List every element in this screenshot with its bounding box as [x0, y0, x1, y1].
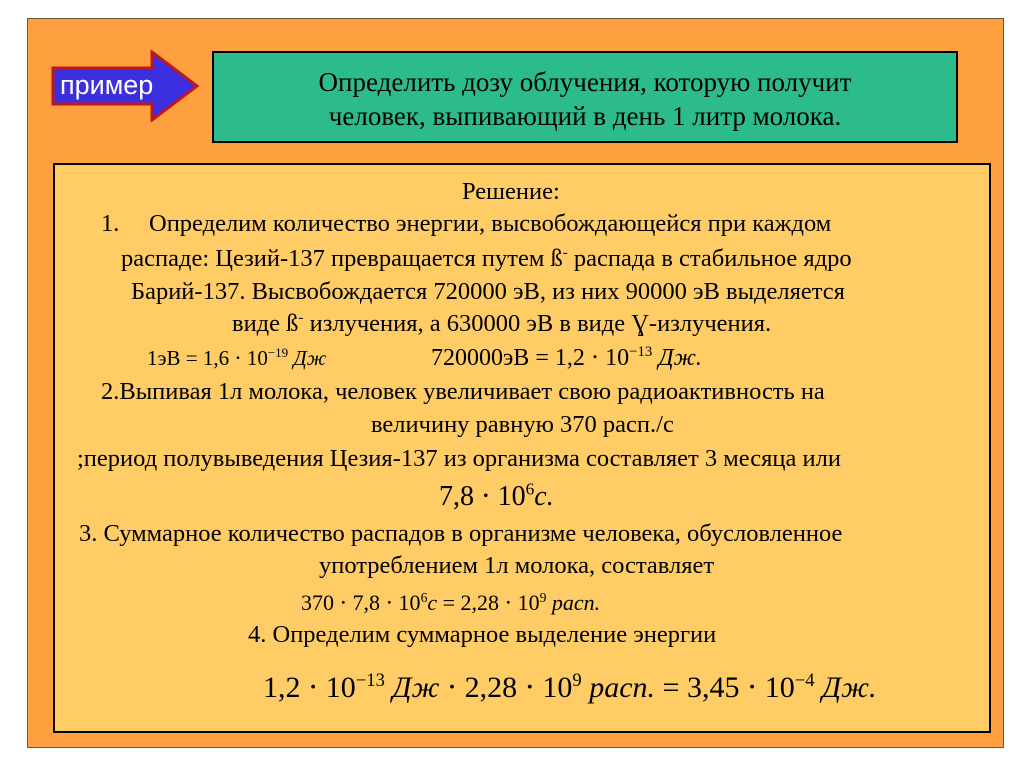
solution-panel	[53, 163, 991, 733]
step1-line-1: Определим количество энергии, высвобождающейся при каждом	[149, 210, 832, 237]
formula-energy-per-decay: $720000эВ = 1,2 \cdot 10^{-13}$ Дж.	[431, 344, 702, 371]
step2-line-3: ;период полувыведения Цезия-137 из организма составляет 3 месяца или	[77, 445, 841, 472]
formula-ev-to-joule: $1эВ = 1,6 \cdot 10^{-19}$ Дж	[147, 345, 327, 370]
example-label: пример	[60, 70, 154, 100]
step3-line-1: 3. Суммарное количество распадов в организме человека, обусловленное	[79, 520, 843, 547]
task-line-2: человек, выпивающий в день 1 литр молока.	[328, 101, 842, 131]
solution-heading: Решение:	[462, 178, 560, 205]
task-line-1: Определить дозу облучения, которую получит	[318, 67, 852, 97]
task-box	[212, 51, 958, 143]
step1-line-2: распаде: Цезий-137 превращается путем ß- распада в стабильное ядро	[121, 243, 852, 272]
step2-line-1: 2.Выпивая 1л молока, человек увеличивает свою радиоактивность на	[101, 378, 825, 405]
step1-line-3: Барий-137. Высвобождается 720000 эВ, из них 90000 эВ выделяется	[131, 278, 845, 305]
formula-total-decays: $370 \cdot 7,8 \cdot 10^6с = 2,28 \cdot 10^9$ расп.	[301, 589, 601, 615]
step4-line-1: 4. Определим суммарное выделение энергии	[248, 621, 717, 648]
step1-line-4: виде ß- излучения, а 630000 эВ в виде Ɣ-излучения.	[232, 308, 772, 337]
step1-number: 1.	[101, 210, 120, 237]
step3-line-2: употреблением 1л молока, составляет	[319, 552, 715, 579]
step2-line-2: величину равную 370 расп./с	[371, 411, 674, 438]
formula-half-life-seconds: $7,8 \cdot 10^6с$.	[439, 479, 554, 512]
formula-total-energy: $1,2 \cdot 10^{-13}$ Дж ⋅ $2,28 \cdot 10^9$ расп. = $3,45 \cdot 10^{-4}$ Дж.	[263, 669, 877, 704]
